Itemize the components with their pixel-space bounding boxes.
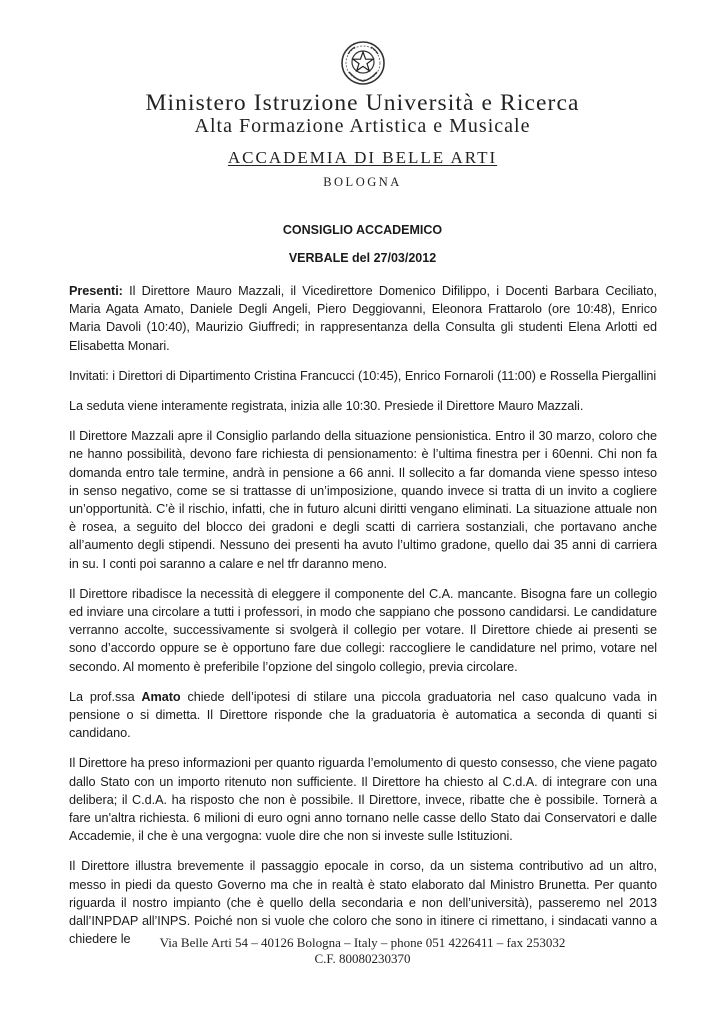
session-paragraph: La seduta viene interamente registrata, inizia alle 10:30. Presiede il Direttore Mauro Mazzali. <box>69 399 584 414</box>
city-heading: BOLOGNA <box>323 175 402 189</box>
ranking-pre: La prof.ssa <box>69 689 142 704</box>
italian-republic-emblem-icon <box>340 40 386 86</box>
pension-paragraph: Il Direttore Mazzali apre il Consiglio parlando della situazione pensionistica. Entro il 30 marzo, coloro che ne hanno possibilità, devono fare richiesta di pensionamento: è l’ultima finestra per i 60enni. Chi non fa domanda entro tale termine, andrà in pensione a 66 anni. Il sollecito a far domanda viene spesso inteso in senso negativo, come se si trattasse di un’imposizione, quando invece si tratta di un invito a cogliere un’opportunità. C’è il rischio, infatti, che in futuro alcuni diritti vengano eliminati. La situazione attuale non è rosea, a seguito del blocco dei gradoni e degli scatti di carriera sostanziali, che portavano anche all’aumento degli stipendi. Nessuno dei presenti ha avuto l’ultimo gradone, quello dai 35 anni di carriera in su. I conti poi saranno a calare e nel tfr daranno meno. <box>69 429 657 571</box>
footer-fiscal-code: C.F. 80080230370 <box>314 951 411 966</box>
ministry-heading: Ministero Istruzione Università e Ricerca <box>145 90 580 116</box>
document-title: CONSIGLIO ACCADEMICO <box>282 223 443 237</box>
ranking-name: Amato <box>141 689 181 704</box>
ranking-post: chiede dell’ipotesi di stilare una piccola graduatoria nel caso qualcuno vada in pensione o si dimetta. Il Direttore risponde che la graduatoria è automatica a seconda di quanti si candidano. <box>69 689 657 741</box>
attendees-label: Presenti: <box>69 284 123 298</box>
contribution-paragraph: Il Direttore illustra brevemente il passaggio epocale in corso, da un sistema contributivo ad un altro, messo in piedi da questo Governo ma che in realtà è stato elaborato dal Ministro Brunetta. Per quanto riguarda il nostro impianto (che è quello della secondaria e non dell’università), passeremo nel 2013 dall’INPDAP all’INPS. Poiché non si vuole che coloro che sono in itinere ci rimettano, i sindacati vanno a chiedere le <box>69 859 657 947</box>
academy-name: ACCADEMIA DI BELLE ARTI <box>227 148 498 167</box>
attendees-paragraph <box>69 282 657 355</box>
academy-heading <box>0 148 725 168</box>
invited-paragraph: Invitati: i Direttori di Dipartimento Cristina Francucci (10:45), Enrico Fornaroli (11:00) e Rossella Piergallini <box>69 368 657 383</box>
footer <box>0 935 725 967</box>
footer-address: Via Belle Arti 54 – 40126 Bologna – Italy – phone 051 4226411 – fax 253032 <box>159 935 566 950</box>
attendees-text: Il Direttore Mauro Mazzali, il Vicedirettore Domenico Difilippo, i Docenti Barbara Ceciliato, Maria Agata Amato, Daniele Degli Angeli, Piero Deggiovanni, Eleonora Frattarolo (ore 10:48), Enrico Maria Davoli (10:40), Maurizio Giuffredi; in rappresentanza della Consulta gli studenti Elena Arlotti ed Elisabetta Monari. <box>69 284 657 353</box>
document-subtitle: VERBALE del 27/03/2012 <box>288 251 437 265</box>
emolument-paragraph: Il Direttore ha preso informazioni per quanto riguarda l’emolumento di questo consesso, che viene pagato dallo Stato con un importo ritenuto non sufficiente. Il Direttore ha chiesto al C.d.A. di integrare con una delibera; il C.d.A. ha risposto che non è possibile. Il Direttore, invece, ribatte che è possibile. Tornerà a fare un'altra richiesta. 6 milioni di euro ogni anno tornano nelle casse dello Stato dai Conservatori e dalle Accademie, il che è una vergogna: vuole dire che non si investe sulle Istituzioni. <box>69 756 657 844</box>
election-paragraph: Il Direttore ribadisce la necessità di eleggere il componente del C.A. mancante. Bisogna fare un collegio ed inviare una circolare a tutti i professori, in modo che sappiano che possono candidarsi. Le candidature verranno accolte, successivamente si svolgerà il collegio per votare. Il Direttore chiede ai presenti se sono d’accordo oppure se è opportuno fare due collegi: raccogliere le candidature nel primo, votare nel secondo. Al momento è preferibile l’opzione del singolo collegio, previa circolare. <box>69 586 657 674</box>
division-heading: Alta Formazione Artistica e Musicale <box>194 115 531 137</box>
minutes-body <box>69 282 657 961</box>
ranking-paragraph <box>69 688 657 743</box>
